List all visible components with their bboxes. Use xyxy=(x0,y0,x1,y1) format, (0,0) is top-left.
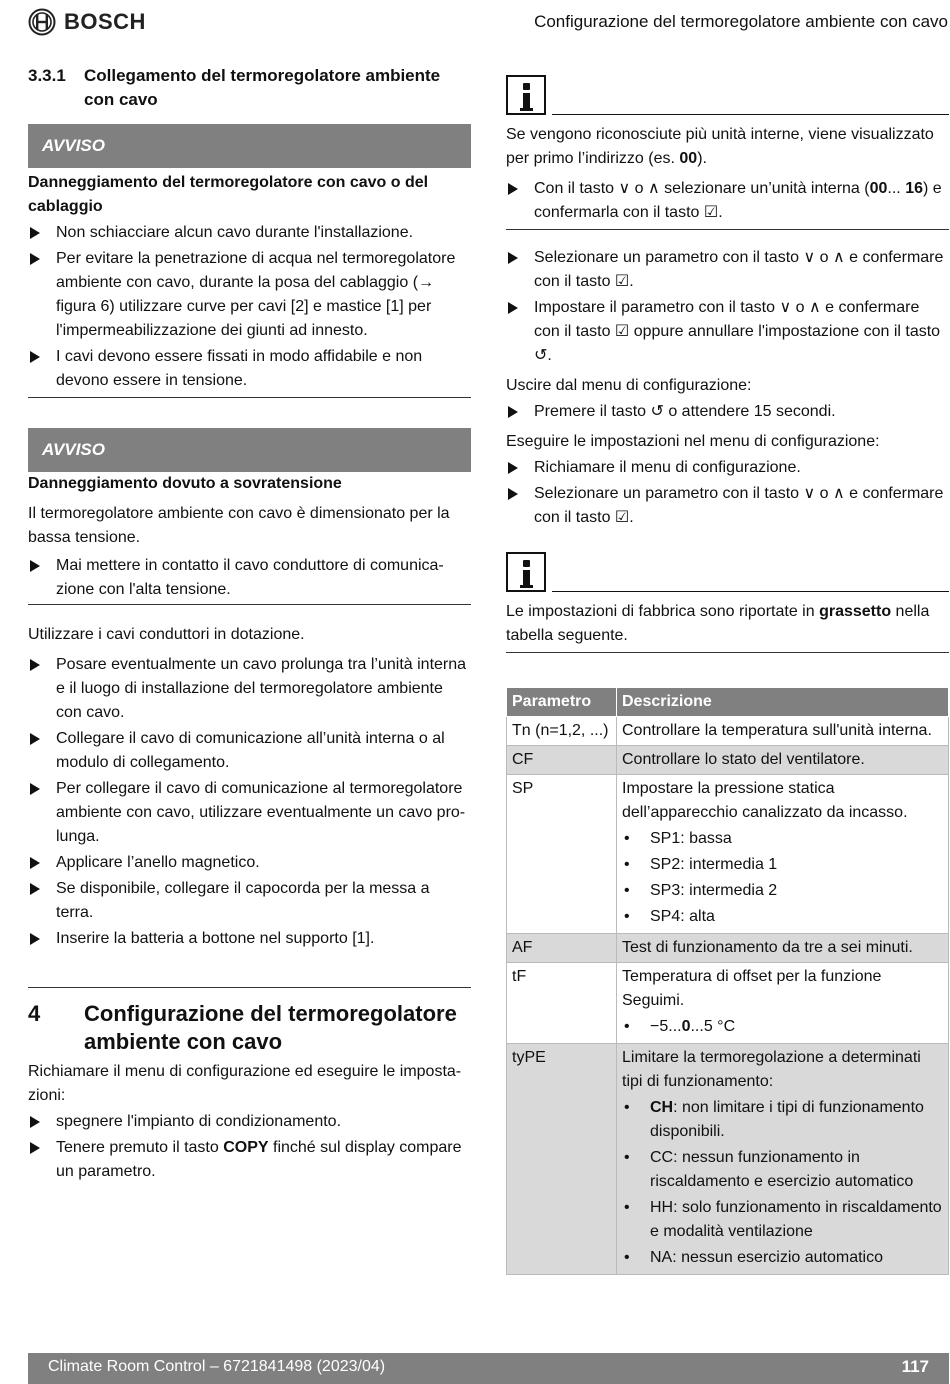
desc-cell: Temperatura di offset per la funzione Seguimi. • −5...0...5 °C xyxy=(617,963,949,1044)
param-cell: Tn (n=1,2, ...) xyxy=(507,717,617,746)
list-item: Inserire la batteria a bottone nel supporto [1]. xyxy=(28,927,471,951)
list-item: • −5...0...5 °C xyxy=(622,1015,943,1039)
desc-cell: Limitare la termoregolazione a determinati tipi di funzionamento: • CH: non limitare i tipi di funzionamento disponibili. • CC: nessun funzionamento in riscaldamento e esercizio automatico • HH: solo funzionamento in riscaldamento e modalità ventilazione • NA: nessun esercizio automatico xyxy=(617,1044,949,1275)
divider xyxy=(506,229,949,230)
header-title: Configurazione del termoregolatore ambiente con cavo xyxy=(534,12,948,31)
table-row xyxy=(507,934,949,963)
table-row xyxy=(507,963,949,1044)
divider xyxy=(28,397,471,398)
warning-bar: AVVISO xyxy=(28,428,471,472)
list-item: Premere il tasto ↺ o attendere 15 secondi. xyxy=(506,400,949,424)
settings-list xyxy=(506,456,949,530)
table-row xyxy=(507,717,949,746)
list-item: • SP3: intermedia 2 xyxy=(622,879,943,903)
divider xyxy=(506,652,949,653)
info-text: Se vengono riconosciute più unità interne, viene visualizzato per primo l’indirizzo (es. 00). xyxy=(506,126,934,167)
bullet-triangle-icon xyxy=(30,227,40,239)
install-intro: Utilizzare i cavi conduttori in dotazione. xyxy=(28,626,305,643)
section-title: Collegamento del termoregolatore ambiente con cavo xyxy=(84,66,441,109)
list-item: • SP4: alta xyxy=(622,905,943,929)
divider xyxy=(28,604,471,605)
page-number: 117 xyxy=(901,1357,929,1376)
bullet-triangle-icon xyxy=(30,659,40,671)
param-cell: tF xyxy=(507,963,617,1044)
option-list xyxy=(622,1096,943,1270)
list-item: I cavi devono essere fissati in modo affidabile e non devono essere in tensione. xyxy=(28,345,471,393)
chapter-number: 4 xyxy=(28,1001,41,1026)
bullet-triangle-icon xyxy=(30,883,40,895)
right-column xyxy=(506,75,949,1275)
list-item: Selezionare un parametro con il tasto ∨ o ∧ e confermare con il tasto ☑. xyxy=(506,482,949,530)
desc-cell: Impostare la pressione statica dell’apparecchio canalizzato da incasso. • SP1: bassa • SP2: intermedia 1 • SP3: intermedia 2 • SP4: alta xyxy=(617,775,949,934)
exit-text: Uscire dal menu di configurazione: xyxy=(506,377,752,394)
list-item: Collegare il cavo di comunicazione all’unità interna o al modulo di collegamento. xyxy=(28,727,471,775)
list-item: • CH: non limitare i tipi di funzionamento disponibili. xyxy=(622,1096,943,1144)
bullet-triangle-icon xyxy=(30,351,40,363)
chapter-intro: Richiamare il menu di configurazione ed eseguire le imposta-zioni: xyxy=(28,1063,462,1104)
column-header: Descrizione xyxy=(617,688,949,717)
chapter-divider xyxy=(28,987,471,988)
bullet-triangle-icon xyxy=(508,462,518,474)
param-cell: SP xyxy=(507,775,617,934)
list-item: • SP2: intermedia 1 xyxy=(622,853,943,877)
list-item: • HH: solo funzionamento in riscaldamento e modalità ventilazione xyxy=(622,1196,943,1244)
list-item: • NA: nessun esercizio automatico xyxy=(622,1246,943,1270)
list-item: • SP1: bassa xyxy=(622,827,943,851)
warning-heading: Danneggiamento del termoregolatore con cavo o del cablaggio xyxy=(28,174,429,215)
table-row xyxy=(507,746,949,775)
bullet-triangle-icon xyxy=(508,302,518,314)
bullet-triangle-icon xyxy=(30,857,40,869)
warning-heading: Danneggiamento dovuto a sovratensione xyxy=(28,475,342,492)
bullet-triangle-icon xyxy=(508,252,518,264)
info-notice xyxy=(506,75,949,115)
list-item: Per collegare il cavo di comunicazione al termoregolatore ambiente con cavo, utilizzare eventualmente un cavo pro-lunga. xyxy=(28,777,471,849)
info-text: Le impostazioni di fabbrica sono riportate in grassetto nella tabella seguente. xyxy=(506,603,930,644)
table-header-row xyxy=(507,688,949,717)
brand-name: BOSCH xyxy=(64,9,146,34)
bullet-triangle-icon xyxy=(30,933,40,945)
settings-text: Eseguire le impostazioni nel menu di configurazione: xyxy=(506,433,880,450)
section-number: 3.3.1 xyxy=(28,66,66,85)
list-item: Con il tasto ∨ o ∧ selezionare un’unità interna (00... 16) e confermarla con il tasto ☑. xyxy=(506,177,949,225)
info-icon xyxy=(506,75,546,115)
install-list xyxy=(28,653,471,951)
bullet-triangle-icon xyxy=(30,1142,40,1154)
param-cell: CF xyxy=(507,746,617,775)
info-icon xyxy=(506,552,546,592)
desc-cell: Test di funzionamento da tre a sei minuti. xyxy=(617,934,949,963)
bullet-triangle-icon xyxy=(30,560,40,572)
param-cell: tyPE xyxy=(507,1044,617,1275)
list-item: • CC: nessun funzionamento in riscaldamento e esercizio automatico xyxy=(622,1146,943,1194)
chapter-title: Configurazione del termoregolatore ambiente con cavo xyxy=(84,1001,457,1054)
info-notice xyxy=(506,552,949,592)
param-cell: AF xyxy=(507,934,617,963)
desc-cell: Controllare lo stato del ventilatore. xyxy=(617,746,949,775)
info-list xyxy=(506,177,949,225)
list-item: spegnere l'impianto di condizionamento. xyxy=(28,1110,471,1134)
desc-cell: Controllare la temperatura sull'unità interna. xyxy=(617,717,949,746)
exit-list xyxy=(506,400,949,424)
bosch-logo xyxy=(28,8,146,36)
list-item: Impostare il parametro con il tasto ∨ o ∧ e confermare con il tasto ☑ oppure annullare l'impostazione con il tasto ↺. xyxy=(506,296,949,368)
warning-list xyxy=(28,221,471,393)
parameter-table xyxy=(506,687,949,1275)
bullet-triangle-icon xyxy=(30,733,40,745)
bullet-triangle-icon xyxy=(508,183,518,195)
bullet-triangle-icon xyxy=(508,406,518,418)
warning-text: Il termoregolatore ambiente con cavo è dimensionato per la bassa tensione. xyxy=(28,505,450,546)
option-list xyxy=(622,827,943,929)
column-header: Parametro xyxy=(507,688,617,717)
list-item: Non schiacciare alcun cavo durante l'installazione. xyxy=(28,221,471,245)
table-row xyxy=(507,1044,949,1275)
list-item: Se disponibile, collegare il capocorda per la messa a terra. xyxy=(28,877,471,925)
bullet-triangle-icon xyxy=(30,1116,40,1128)
warning-list xyxy=(28,554,471,602)
footer-text: Climate Room Control – 6721841498 (2023/04) xyxy=(48,1358,386,1375)
bullet-triangle-icon xyxy=(508,488,518,500)
list-item: Selezionare un parametro con il tasto ∨ o ∧ e confermare con il tasto ☑. xyxy=(506,246,949,294)
bosch-armature-icon xyxy=(28,8,56,36)
section-heading xyxy=(28,64,471,112)
list-item: Mai mettere in contatto il cavo conduttore di comunica-zione con l'alta tensione. xyxy=(28,554,471,602)
chapter-heading xyxy=(28,1000,471,1056)
left-column xyxy=(28,64,471,1186)
bullet-triangle-icon xyxy=(30,253,40,265)
steps-list xyxy=(506,246,949,368)
bullet-triangle-icon xyxy=(30,783,40,795)
warning-bar: AVVISO xyxy=(28,124,471,168)
list-item: Per evitare la penetrazione di acqua nel termoregolatore ambiente con cavo, durante la posa del cablaggio (→ figura 6) utilizzare curve per cavi [2] e mastice [1] per l'impermeabilizzazione dei giunti ad innesto. xyxy=(28,247,471,343)
list-item: Posare eventualmente un cavo prolunga tra l’unità interna e il luogo di installazione del termoregolatore ambiente con cavo. xyxy=(28,653,471,725)
table-row xyxy=(507,775,949,934)
list-item: Applicare l’anello magnetico. xyxy=(28,851,471,875)
chapter-list xyxy=(28,1110,471,1184)
footer-bar xyxy=(28,1353,949,1384)
list-item: Richiamare il menu di configurazione. xyxy=(506,456,949,480)
list-item: Tenere premuto il tasto COPY finché sul display compare un parametro. xyxy=(28,1136,471,1184)
option-list xyxy=(622,1015,943,1039)
